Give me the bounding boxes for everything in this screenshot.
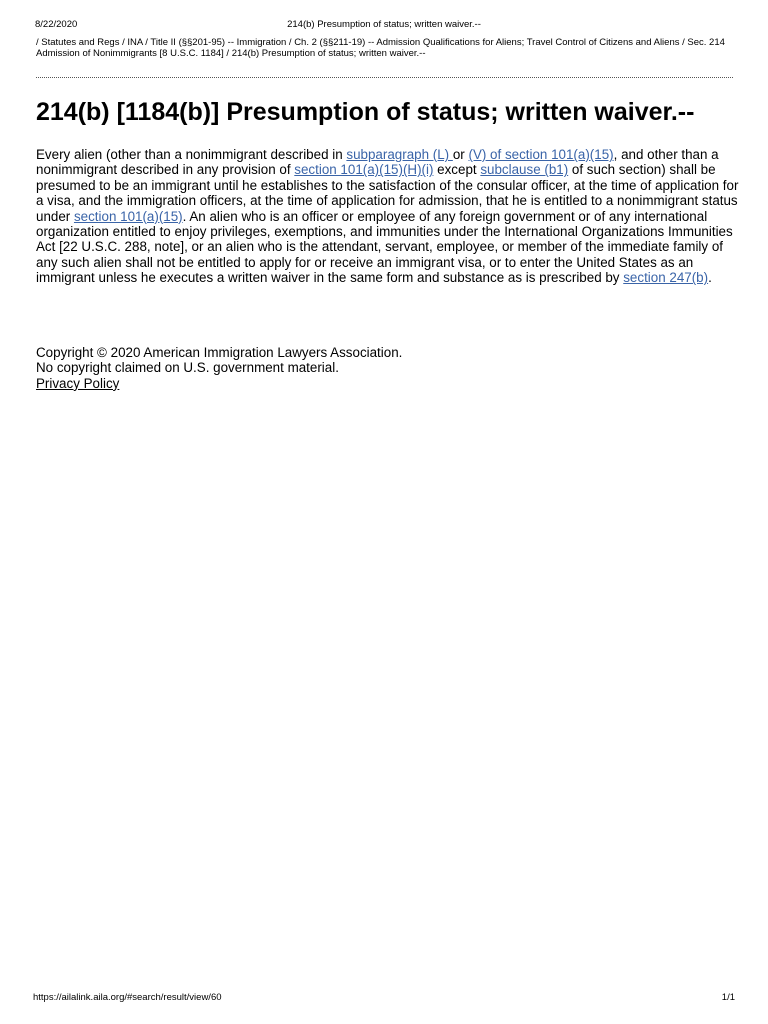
body-line xyxy=(36,147,736,162)
copyright-text: Copyright © 2020 American Immigration Lawyers Association. xyxy=(36,345,403,360)
body-text-segment: immigrant unless he executes a written waiver in the same form and substance as is prescribed by xyxy=(36,270,624,286)
statute-text xyxy=(36,147,739,286)
body-text-segment: , and other than a xyxy=(613,147,719,162)
body-text-segment: nonimmigrant described in any provision of xyxy=(36,162,295,178)
print-date: 8/22/2020 xyxy=(35,19,78,30)
body-text-segment: or xyxy=(452,147,469,162)
print-page-number: 1/1 xyxy=(721,992,735,1003)
print-page-title: 214(b) Presumption of status; written waiver.-- xyxy=(287,19,481,30)
print-source-url: https://ailalink.aila.org/#search/result/view/60 xyxy=(33,992,222,1003)
body-text-segment: of such section) shall be xyxy=(568,162,716,178)
body-text-segment: Every alien (other than a nonimmigrant described in xyxy=(36,147,347,162)
breadcrumb-line-2: Admission of Nonimmigrants [8 U.S.C. 1184] / 214(b) Presumption of status; written waiver.-- xyxy=(36,48,426,59)
body-line xyxy=(36,209,736,224)
body-text-segment: . An alien who is an officer or employee of any foreign government or of any international xyxy=(182,208,708,224)
link-subclause-b1[interactable]: subclause (b1) xyxy=(480,162,569,178)
body-line: organization entitled to enjoy privileges, exemptions, and immunities under the International Organizations Immunities xyxy=(36,224,733,240)
link-section-101a15[interactable]: section 101(a)(15) xyxy=(73,208,183,224)
body-line xyxy=(36,270,736,285)
body-text-segment: . xyxy=(708,270,712,286)
breadcrumb-line-1: / Statutes and Regs / INA / Title II (§§201-95) -- Immigration / Ch. 2 (§§211-19) -- Admission Qualifications for Aliens; Travel Control of Citizens and Aliens / Sec. 214 xyxy=(36,37,725,48)
copyright-notice xyxy=(36,345,402,391)
privacy-policy-link[interactable]: Privacy Policy xyxy=(36,375,120,391)
link-v-of-section-101a15[interactable]: (V) of section 101(a)(15) xyxy=(468,147,614,162)
government-material-notice: No copyright claimed on U.S. government material. xyxy=(36,360,339,376)
body-line: presumed to be an immigrant until he establishes to the satisfaction of the consular officer, at the time of application for xyxy=(36,177,739,193)
breadcrumb xyxy=(36,37,736,59)
body-line: Act [22 U.S.C. 288, note], or an alien who is the attendant, servant, employee, or member of the immediate family of xyxy=(36,239,723,255)
divider xyxy=(36,77,733,78)
link-section-101a15hi[interactable]: section 101(a)(15)(H)(i) xyxy=(294,162,434,178)
page-title: 214(b) [1184(b)] Presumption of status; written waiver.-- xyxy=(36,98,695,126)
body-line xyxy=(36,162,736,177)
body-line: a visa, and the immigration officers, at the time of application for admission, that he is entitled to a nonimmigrant status xyxy=(36,193,738,209)
body-line: any such alien shall not be entitled to apply for or receive an immigrant visa, or to enter the United States as an xyxy=(36,254,694,270)
link-subparagraph-l[interactable]: subparagraph (L) xyxy=(346,147,453,162)
body-text-segment: except xyxy=(433,162,481,178)
link-section-247b[interactable]: section 247(b) xyxy=(623,270,709,286)
body-text-segment: under xyxy=(36,208,74,224)
